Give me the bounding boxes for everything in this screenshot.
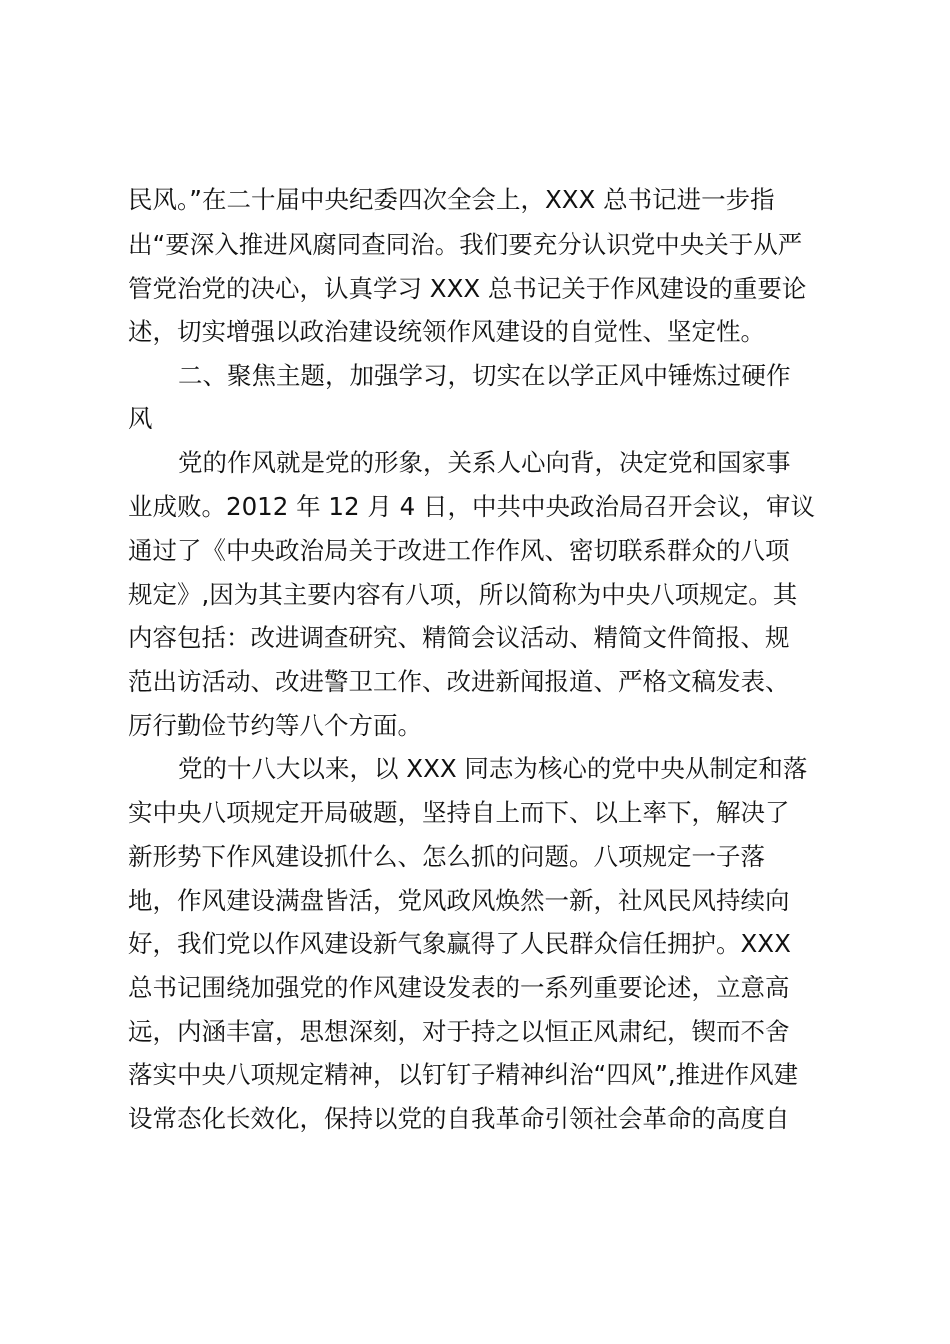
text-line: 远，内涵丰富，思想深刻，对于持之以恒正风肃纪，锲而不舍 (128, 1017, 790, 1046)
text-line: 通过了《中央政治局关于改进工作作风、密切联系群众的八项 (128, 536, 790, 565)
text-line: 设常态化长效化，保持以党的自我革命引领社会革命的高度自 (128, 1104, 790, 1133)
text-line: 述，切实增强以政治建设统领作风建设的自觉性、坚定性。 (128, 317, 765, 346)
text-line: 地，作风建设满盘皆活，党风政风焕然一新，社风民风持续向 (128, 886, 790, 915)
section-heading-continued: 风 (128, 404, 153, 433)
text-line: 实中央八项规定开局破题，坚持自上而下、以上率下，解决了 (128, 798, 790, 827)
text-line: 内容包括：改进调查研究、精简会议活动、精简文件简报、规 (128, 623, 790, 652)
text-line: 规定》,因为其主要内容有八项，所以简称为中央八项规定。其 (128, 580, 798, 609)
text-line: 新形势下作风建设抓什么、怎么抓的问题。八项规定一子落 (128, 842, 765, 871)
text-line: 出“要深入推进风腐同查同治。我们要充分认识党中央关于从严 (128, 230, 803, 259)
text-line: 落实中央八项规定精神，以钉钉子精神纠治“四风”,推进作风建 (128, 1060, 799, 1089)
text-line: 民风。”在二十届中央纪委四次全会上，XXX 总书记进一步指 (128, 185, 775, 214)
text-line: 管党治党的决心，认真学习 XXX 总书记关于作风建设的重要论 (128, 274, 807, 303)
text-line: 厉行勤俭节约等八个方面。 (128, 711, 422, 740)
text-line: 业成败。2012 年 12 月 4 日，中共中央政治局召开会议，审议 (128, 492, 816, 521)
paragraph-start: 党的十八大以来，以 XXX 同志为核心的党中央从制定和落 (178, 754, 808, 783)
text-line: 好，我们党以作风建设新气象赢得了人民群众信任拥护。XXX (128, 929, 791, 958)
paragraph-start: 党的作风就是党的形象，关系人心向背，决定党和国家事 (178, 448, 791, 477)
text-line: 总书记围绕加强党的作风建设发表的一系列重要论述，立意高 (128, 973, 790, 1002)
section-heading: 二、聚焦主题，加强学习，切实在以学正风中锤炼过硬作 (178, 361, 791, 390)
text-line: 范出访活动、改进警卫工作、改进新闻报道、严格文稿发表、 (128, 667, 790, 696)
